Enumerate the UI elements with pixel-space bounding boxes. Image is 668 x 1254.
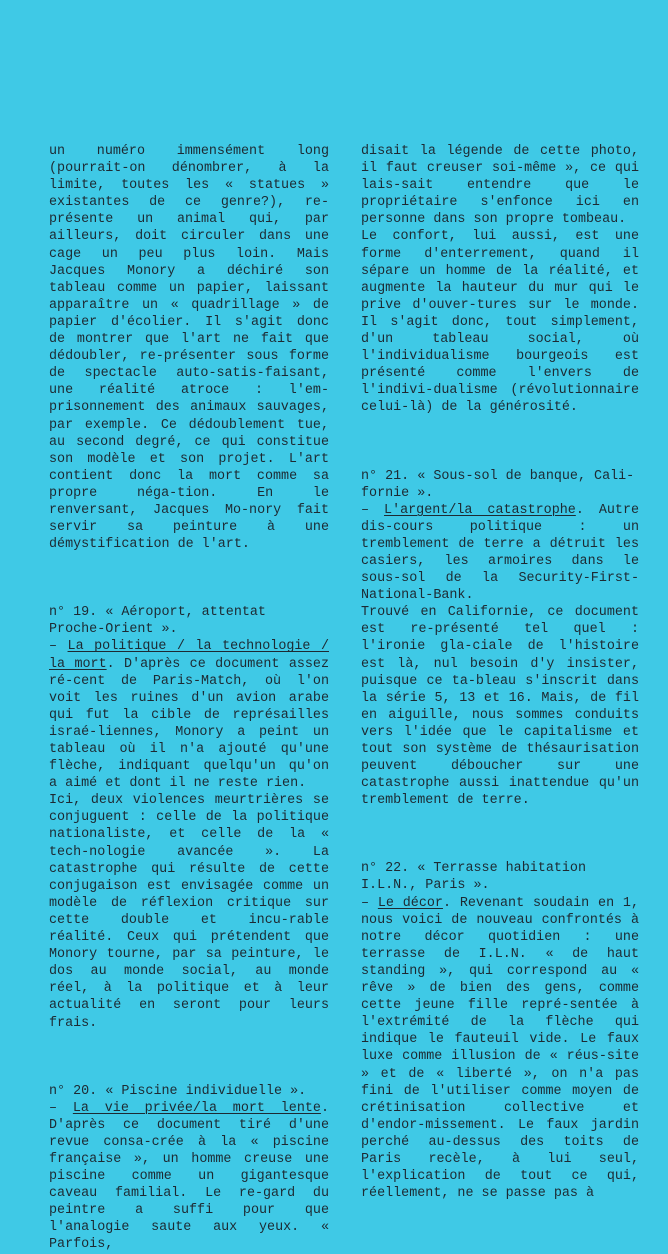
entry-22-text: . Revenant soudain en 1, nous voici de nouveau confrontés à notre décor quotidien : une terrasse de I.L.N. « de haut standing », qui correspond au « rêve » de bien des gens, comme cette jeune fille repré-sentée à l'extrémité de la flèche qui indique le fauteuil vide. Le faux luxe comme illusion de « réus-site » et de « liberté », on n'a pas fini de l'utiliser comme moyen de crétinisation collective et d'endor-missement. Le faux jardin perché au-dessus des toits de Paris recèle, à lui seul, l'explication de tout ce qui, réellement, ne se passe pas à [361,895,640,1202]
entry-20-label: La vie privée/la mort lente [72,1100,321,1116]
entry-20-title: n° 20. « Piscine individuelle ». [49,1083,307,1099]
left-column [49,143,329,1254]
entry-19-paragraph-2: Ici, deux violences meurtrières se conjuguent : celle de la politique nationaliste, et celle de la « tech-nologie avancée ». La catastrophe qui résulte de cette conjugaison est envisagée comme un modèle de réflexion critique sur cette double et incu-rable réalité. Ceux qui prétendent que Monory tourne, par sa peinture, le dos au monde social, au monde réel, à la politique et à leur actualité en seront pour leurs frais. [49,793,329,1031]
entry-21-text: . Autre dis-cours politique : un tremblement de terre a détruit les casiers, les armoires dans le sous-sol de la Security-First-National-Bank. [361,502,640,604]
right-paragraph-1: disait la légende de cette photo, il faut creuser soi-même », ce qui lais-sait entendre que le propriétaire s'enfonce ici en personne dans son propre tombeau. [361,144,639,228]
entry-21-label: L'argent/la catastrophe [384,502,576,518]
entry-22-body [361,895,639,1203]
entry-22-label: Le décor [377,895,443,911]
right-paragraph-2: Le confort, lui aussi, est une forme d'enterrement, quand il sépare un homme de la réalité, et augmente la hauteur du mur qui le prive d'ouver-tures sur le monde. Il s'agit donc, tout simplement, d'un tableau social, où l'individualisme bourgeois est présenté comme l'envers de l'indivi-dualisme (révolutionnaire celui-là) de la générosité. [361,229,639,416]
entry-19-text: . D'après ce document assez ré-cent de Paris-Match, où l'on voit les ruines d'un avion arabe qui fut la cible de représailles israé-liennes, Monory a peint un tableau où il n'a ajouté qu'une flèche, indiquant quelqu'un qu'on a aimé et dont il ne reste rien. [49,656,329,792]
entry-19-dash: – [49,639,68,655]
entry-22-title: n° 22. « Terrasse habitation I.L.N., Paris ». [361,861,586,894]
left-paragraph-intro: un numéro immensément long (pourrait-on dénombrer, à la limite, toutes les « statues » existantes de ce genre?), re-présente un animal qui, par ailleurs, doit circuler dans une cage un peu plus loin. Mais Jacques Monory a déchiré son tableau comme un papier, laissant apparaître un « quadrillage » de papier d'écolier. Il s'agit donc de montrer que l'art ne fait que dédoubler, re-présenter sous forme de spectacle auto-satis-faisant, une réalité atroce : l'em-prisonnement des animaux sauvages, par exemple. Ce dédoublement tue, au second degré, ce qui constitue son modèle et son projet. L'art contient donc la mort comme sa propre néga-tion. En le renversant, Jacques Mo-nory fait servir sa peinture à une démystification de l'art. [49,144,329,553]
entry-20-text: . D'après ce document tiré d'une revue consa-crée à la « piscine française », un homme creuse une piscine comme un gigantesque caveau familial. Le re-gard du peintre a suffi pour que l'analogie saute aux yeux. « Parfois, [49,1100,329,1253]
entry-21-title: n° 21. « Sous-sol de banque, Cali-fornie ». [361,468,635,501]
entry-19-label: La politique / la technologie / la mort [49,639,329,672]
entry-19-body [49,638,329,792]
right-column [361,143,639,1202]
entry-21-dash: – [361,502,385,518]
entry-22-dash: – [361,895,378,911]
entry-20-dash: – [49,1100,73,1116]
entry-20-body [49,1100,329,1254]
entry-21-body [361,502,639,605]
entry-21-paragraph-2: Trouvé en Californie, ce document est re-présenté tel quel : l'ironie gla-ciale de l'histoire est là, nul besoin d'y insister, puisque ce ta-bleau s'inscrit dans la série 5, 13 et 16. Mais, de fil en aiguille, nous sommes conduits vers l'idée que le capitalisme et tout son système de thésaurisation peuvent déboucher sur une catastrophe aussi inattendue qu'un tremblement de terre. [361,605,639,809]
entry-19-title: n° 19. « Aéroport, attentat Proche-Orient ». [49,605,266,638]
